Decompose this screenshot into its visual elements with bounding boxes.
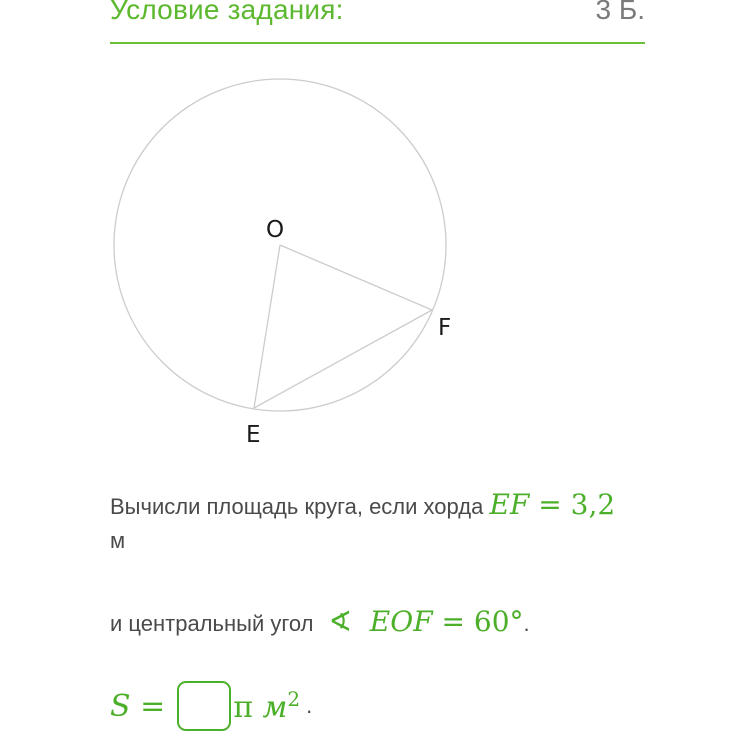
pi-symbol: π	[233, 690, 253, 725]
angle-name: EOF	[369, 605, 433, 638]
equals-sign: =	[538, 488, 562, 521]
task-points: 3 Б.	[595, 0, 645, 25]
chord-name: EF	[489, 488, 530, 521]
answer-equals: =	[140, 688, 166, 724]
answer-s-label	[110, 689, 165, 724]
line2-period: .	[523, 611, 530, 636]
angle-formula	[320, 605, 524, 638]
chord-ef	[254, 310, 432, 408]
answer-power: 2	[287, 687, 301, 711]
problem-line-2	[110, 605, 530, 641]
answer-input[interactable]	[177, 681, 231, 731]
angle-icon: ∢	[328, 605, 352, 638]
answer-row	[110, 676, 312, 736]
answer-unit: м	[262, 690, 288, 725]
angle-text-prefix: и центральный угол	[110, 611, 314, 636]
radius-of	[280, 245, 432, 310]
label-o: O	[266, 217, 285, 243]
chord-formula	[489, 488, 615, 521]
problem-line-1	[110, 488, 630, 558]
equals-sign-2: =	[441, 605, 465, 638]
label-e: E	[246, 422, 261, 448]
answer-period: .	[306, 693, 313, 718]
task-condition-title: Условие задания:	[110, 0, 344, 25]
problem-text-prefix: Вычисли площадь круга, если хорда	[110, 494, 484, 519]
label-f: F	[438, 315, 452, 341]
radius-oe	[254, 245, 280, 408]
s-symbol: S	[110, 688, 131, 724]
chord-value: 3,2	[570, 488, 616, 521]
angle-value: 60°	[473, 605, 524, 638]
answer-units	[233, 687, 300, 725]
unit-meters: м	[110, 528, 126, 553]
